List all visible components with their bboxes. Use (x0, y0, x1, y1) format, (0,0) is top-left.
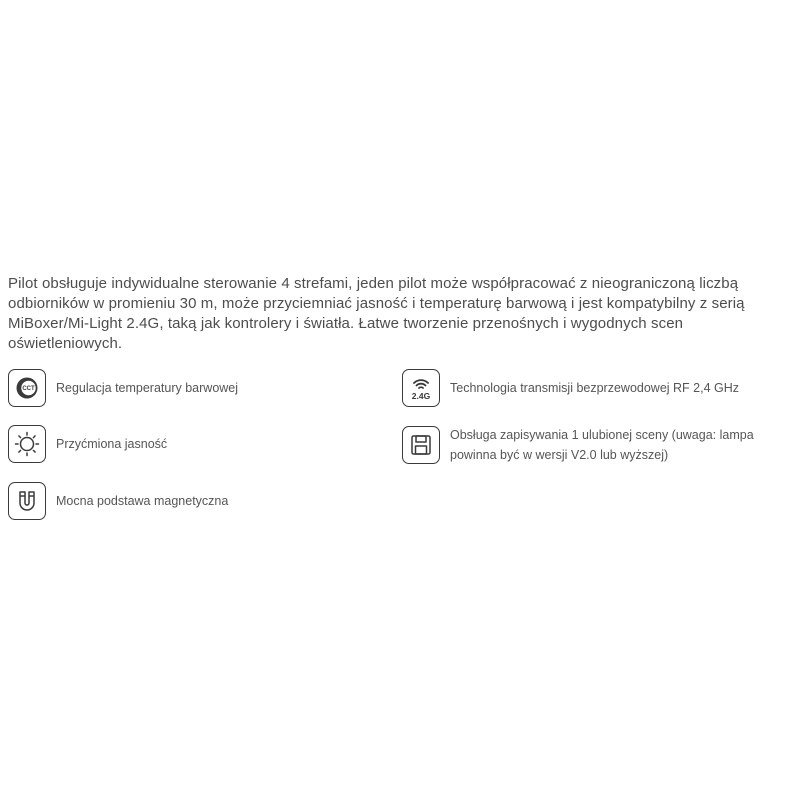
feature-label: Mocna podstawa magnetyczna (56, 494, 229, 508)
feature-brightness (8, 425, 167, 463)
brightness-icon (8, 425, 46, 463)
feature-label: Przyćmiona jasność (56, 437, 168, 451)
cct-icon-text: CCT (22, 386, 35, 393)
feature-label: Regulacja temperatury barwowej (56, 381, 239, 395)
wireless-icon-text: 2.4G (411, 391, 431, 401)
feature-label: Technologia transmisji bezprzewodowej RF 2,4 GHz (450, 381, 740, 395)
feature-color-temperature (8, 369, 238, 407)
product-description: Pilot obsługuje indywidualne sterowanie 4 strefami, jeden pilot może współpracować z nieograniczoną liczbą odbiorników w promieniu 30 m, może przyciemniać jasność i temperaturę barwową i jest kompatybilny z serią MiBoxer/Mi-Light 2.4G, taką jak kontrolery i światła. Łatwe tworzenie przenośnych i wygodnych scen oświetleniowych. (8, 275, 745, 352)
feature-rf-wireless (402, 369, 739, 407)
feature-magnetic-base (8, 482, 228, 520)
feature-save-scene (402, 425, 780, 465)
feature-label: Obsługa zapisywania 1 ulubionej sceny (uwaga: lampa powinna być w wersji V2.0 lub wyższej) (450, 428, 754, 462)
save-scene-icon (402, 426, 440, 464)
magnet-icon (8, 482, 46, 520)
cct-icon (8, 369, 46, 407)
wireless-2-4g-icon (402, 369, 440, 407)
